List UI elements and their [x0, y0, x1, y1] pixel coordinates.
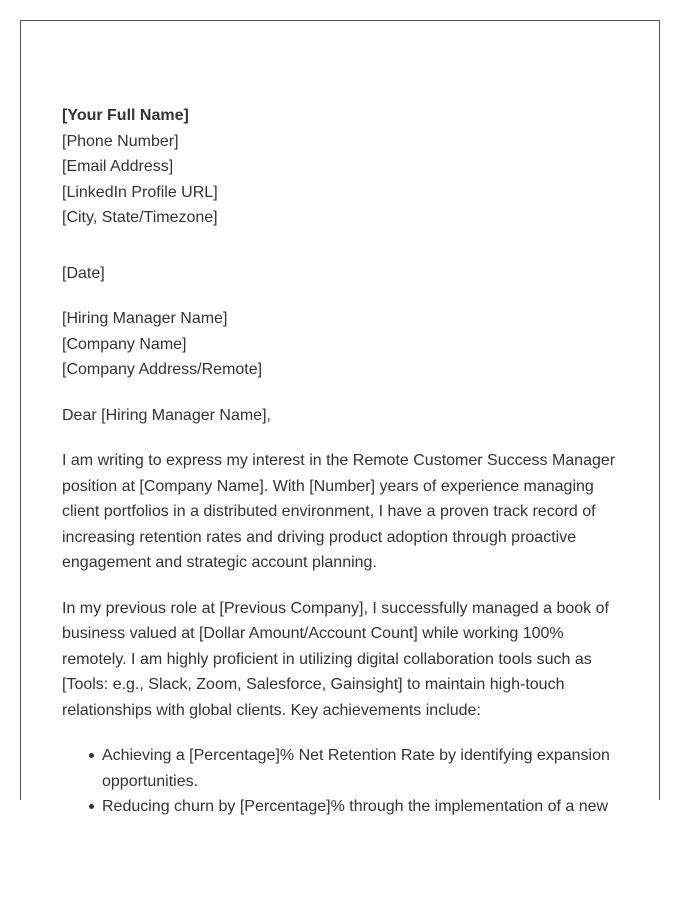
letter-page: [20, 20, 660, 815]
sender-linkedin: [LinkedIn Profile URL]: [62, 183, 218, 201]
sender-email: [Email Address]: [62, 158, 174, 175]
recipient-name: [Hiring Manager Name]: [62, 310, 228, 327]
spacer: [62, 383, 632, 403]
spacer: [62, 286, 632, 306]
sender-block: [62, 103, 632, 231]
body-paragraph-experience: In my previous role at [Previous Company], I successfully managed a book of business valued at [Dollar Amount/Account Count] while working 100% remotely. I am highly proficient in utilizing digital collaboration tools such as [Tools: e.g., Slack, Zoom, Salesforce, Gainsight] to maintain high-touch relationships with global clients. Key achievements include:: [62, 599, 609, 719]
spacer: [62, 576, 632, 596]
list-item: Achieving a [Percentage]% Net Retention Rate by identifying expansion opportunities.: [102, 743, 632, 794]
letter-date: [Date]: [62, 264, 105, 282]
recipient-company: [Company Name]: [62, 335, 187, 353]
sender-location: [City, State/Timezone]: [62, 209, 218, 226]
salutation: Dear [Hiring Manager Name],: [62, 406, 271, 424]
letter-content: [62, 103, 632, 820]
sender-name: [Your Full Name]: [62, 107, 189, 124]
recipient-block: [62, 306, 632, 383]
list-item: Reducing churn by [Percentage]% through the implementation of a new: [102, 794, 632, 820]
spacer: [62, 723, 632, 743]
sender-phone: [Phone Number]: [62, 132, 179, 150]
achievements-list: [62, 743, 632, 820]
spacer: [62, 231, 632, 261]
body-paragraph-intro: I am writing to express my interest in the Remote Customer Success Manager position at [Company Name]. With [Number] years of experience managing client portfolios in a distributed environment, I have a proven track record of increasing retention rates and driving product adoption through proactive engagement and strategic account planning.: [62, 452, 616, 571]
recipient-address: [Company Address/Remote]: [62, 361, 263, 378]
spacer: [62, 428, 632, 448]
